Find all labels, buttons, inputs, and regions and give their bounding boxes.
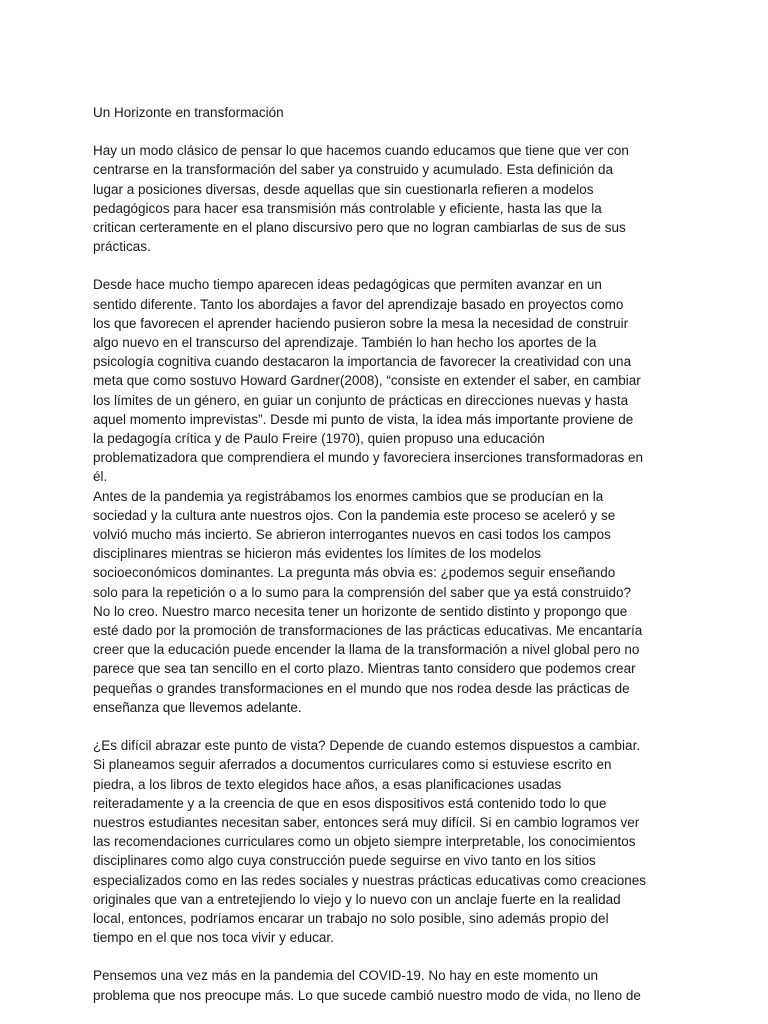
paragraph-5 <box>93 966 673 1004</box>
document-body <box>93 103 673 1005</box>
text-line: la pedagogía crítica y de Paulo Freire (1970), quien propuso una educación <box>93 431 545 447</box>
text-line: Antes de la pandemia ya registrábamos los enormes cambios que se producían en la <box>93 488 604 504</box>
text-line: lugar a posiciones diversas, desde aquellas que sin cuestionarla refieren a modelos <box>93 181 594 197</box>
text-line: socioeconómicos dominantes. La pregunta más obvia es: ¿podemos seguir enseñando <box>93 565 616 581</box>
text-line: volvió mucho más incierto. Se abrieron interrogantes nuevos en casi todos los campos <box>93 527 611 543</box>
text-line: prácticas. <box>93 239 151 255</box>
text-line: los límites de un género, en guiar un conjunto de prácticas en direcciones nuevas y hasta <box>93 392 629 408</box>
text-line: No lo creo. Nuestro marco necesita tener un horizonte de sentido distinto y propongo que <box>93 603 628 619</box>
text-line: ¿Es difícil abrazar este punto de vista? Depende de cuando estemos dispuestos a cambiar. <box>93 738 641 754</box>
text-line: piedra, a los libros de texto elegidos hace años, a esas planificaciones usadas <box>93 776 562 792</box>
text-line: las recomendaciones curriculares como un objeto siempre interpretable, los conocimientos <box>93 834 636 850</box>
text-line: aquel momento imprevistas”. Desde mi punto de vista, la idea más importante proviene de <box>93 411 634 427</box>
text-line: creer que la educación puede encender la llama de la transformación a nivel global pero no <box>93 642 640 658</box>
document-title: Un Horizonte en transformación <box>93 105 284 120</box>
text-line: solo para la repetición o a lo sumo para la comprensión del saber que ya está construido? <box>93 584 632 600</box>
paragraph-3 <box>93 487 673 717</box>
text-line: los que favorecen el aprender haciendo pusieron sobre la mesa la necesidad de construir <box>93 315 629 331</box>
text-line: reiteradamente y a la creencia de que en esos dispositivos está contenido todo lo que <box>93 795 607 811</box>
paragraph-1 <box>93 141 673 256</box>
paragraph-2 <box>93 275 673 486</box>
text-line: sentido diferente. Tanto los abordajes a favor del aprendizaje basado en proyectos como <box>93 296 624 312</box>
text-line: centrarse en la transformación del saber ya construido y acumulado. Esta definición da <box>93 162 614 178</box>
text-line: problematizadora que comprendiera el mundo y favoreciera inserciones transformadoras en <box>93 450 644 466</box>
text-line: meta que como sostuvo Howard Gardner(2008), “consiste en extender el saber, en cambiar <box>93 373 641 389</box>
text-line: parece que sea tan sencillo en el corto plazo. Mientras tanto considero que podemos crear <box>93 661 636 677</box>
text-line: problema que nos preocupe más. Lo que sucede cambió nuestro modo de vida, no lleno de <box>93 987 641 1003</box>
text-line: Hay un modo clásico de pensar lo que hacemos cuando educamos que tiene que ver con <box>93 143 629 159</box>
text-line: tiempo en el que nos toca vivir y educar. <box>93 930 334 946</box>
text-line: Desde hace mucho tiempo aparecen ideas pedagógicas que permiten avanzar en un <box>93 277 602 293</box>
text-line: disciplinares como algo cuya construcción puede seguirse en vivo tanto en los sitios <box>93 853 596 869</box>
paragraph-4 <box>93 736 673 947</box>
text-line: disciplinares mientras se hicieron más evidentes los límites de los modelos <box>93 546 541 562</box>
text-line: nuestros estudiantes necesitan saber, entonces será muy difícil. Si en cambio logramos ver <box>93 814 640 830</box>
text-line: pedagógicos para hacer esa transmisión más controlable y eficiente, hasta las que la <box>93 200 602 216</box>
text-line: Pensemos una vez más en la pandemia del COVID-19. No hay en este momento un <box>93 968 599 984</box>
text-line: él. <box>93 469 108 485</box>
text-line: esté dado por la promoción de transformaciones de las prácticas educativas. Me encantaría <box>93 623 643 639</box>
text-line: local, entonces, podríamos encarar un trabajo no solo posible, sino además propio del <box>93 910 609 926</box>
text-line: enseñanza que llevemos adelante. <box>93 699 302 715</box>
text-line: pequeñas o grandes transformaciones en el mundo que nos rodea desde las prácticas de <box>93 680 630 696</box>
text-line: algo nuevo en el transcurso del aprendizaje. También lo han hecho los aportes de la <box>93 335 597 351</box>
text-line: psicología cognitiva cuando destacaron la importancia de favorecer la creatividad con una <box>93 354 632 370</box>
text-line: especializados como en las redes sociales y nuestras prácticas educativas como creaciones <box>93 872 647 888</box>
text-line: Si planeamos seguir aferrados a documentos curriculares como si estuviese escrito en <box>93 757 612 773</box>
text-line: critican certeramente en el plano discursivo pero que no logran cambiarlas de sus de sus <box>93 220 626 236</box>
text-line: sociedad y la cultura ante nuestros ojos. Con la pandemia este proceso se aceleró y se <box>93 507 616 523</box>
text-line: originales que van a entretejiendo lo viejo y lo nuevo con un anclaje fuerte en la realidad <box>93 891 621 907</box>
